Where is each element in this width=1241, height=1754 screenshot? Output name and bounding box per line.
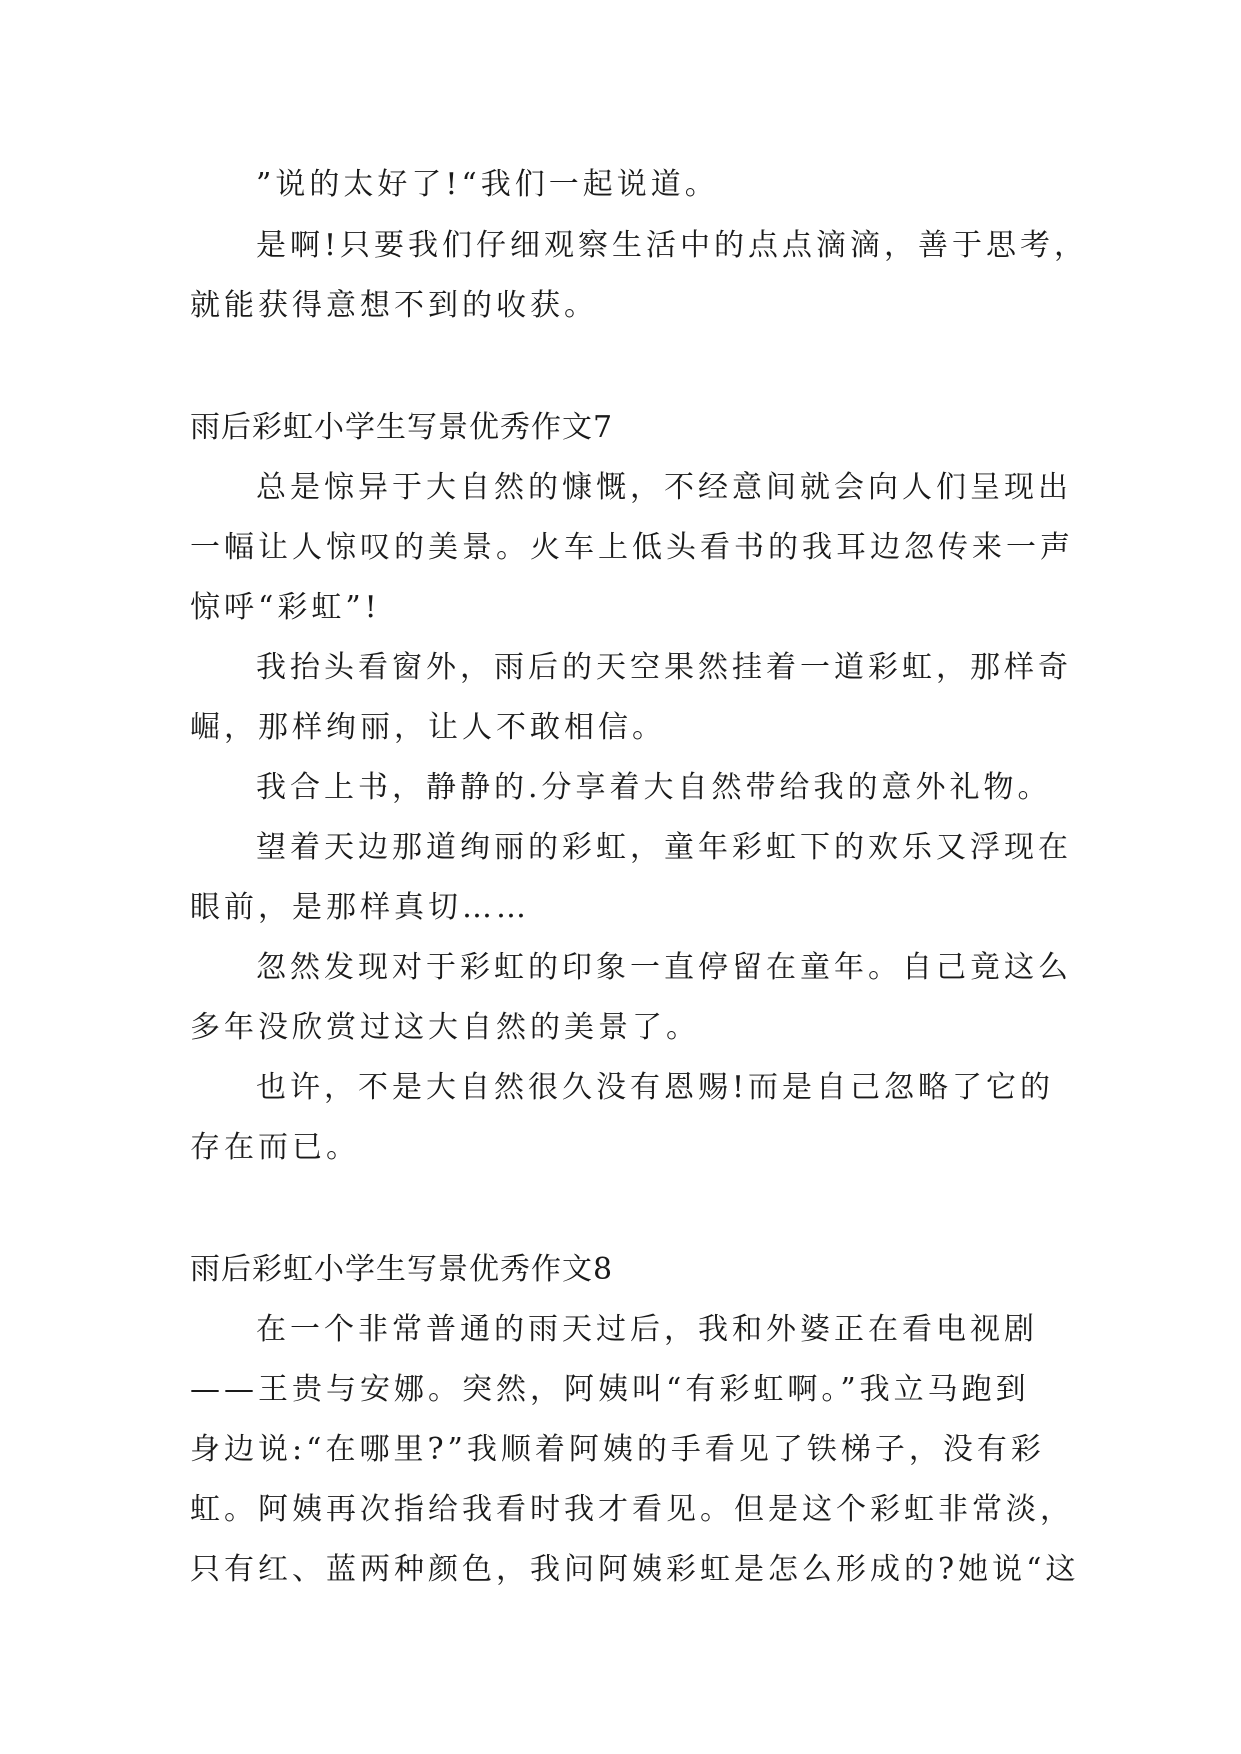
text-line: ——王贵与安娜。突然，阿姨叫“有彩虹啊。”我立马跑到 — [190, 1372, 1030, 1407]
text-line: ”说的太好了!“我们一起说道。 — [256, 167, 719, 202]
text-line: 只有红、蓝两种颜色，我问阿姨彩虹是怎么形成的?她说“这 — [190, 1552, 1080, 1587]
text-line: 忽然发现对于彩虹的印象一直停留在童年。自己竟这么 — [256, 950, 1072, 985]
text-line: 身边说:“在哪里?”我顺着阿姨的手看见了铁梯子，没有彩 — [190, 1432, 1045, 1467]
text-line: 是啊!只要我们仔细观察生活中的点点滴滴，善于思考， — [256, 228, 1089, 263]
text-line: 总是惊异于大自然的慷慨，不经意间就会向人们呈现出 — [256, 470, 1072, 505]
text-line: 惊呼“彩虹”! — [190, 590, 381, 625]
text-line: 就能获得意想不到的收获。 — [190, 288, 598, 323]
text-line: 一幅让人惊叹的美景。火车上低头看书的我耳边忽传来一声 — [190, 530, 1074, 565]
text-line: 崛，那样绚丽，让人不敢相信。 — [190, 710, 666, 745]
section-heading: 雨后彩虹小学生写景优秀作文7 — [190, 410, 614, 445]
text-line: 眼前，是那样真切…… — [190, 890, 530, 925]
text-line: 存在而已。 — [190, 1130, 360, 1165]
text-line: 虹。阿姨再次指给我看时我才看见。但是这个彩虹非常淡， — [190, 1492, 1074, 1527]
text-line: 望着天边那道绚丽的彩虹，童年彩虹下的欢乐又浮现在 — [256, 830, 1072, 865]
section-heading: 雨后彩虹小学生写景优秀作文8 — [190, 1252, 614, 1287]
text-line: 我抬头看窗外，雨后的天空果然挂着一道彩虹，那样奇 — [256, 650, 1072, 685]
text-line: 多年没欣赏过这大自然的美景了。 — [190, 1010, 700, 1045]
text-line: 我合上书，静静的.分享着大自然带给我的意外礼物。 — [256, 770, 1052, 805]
text-line: 也许，不是大自然很久没有恩赐!而是自己忽略了它的 — [256, 1070, 1055, 1105]
text-line: 在一个非常普通的雨天过后，我和外婆正在看电视剧 — [256, 1312, 1038, 1347]
